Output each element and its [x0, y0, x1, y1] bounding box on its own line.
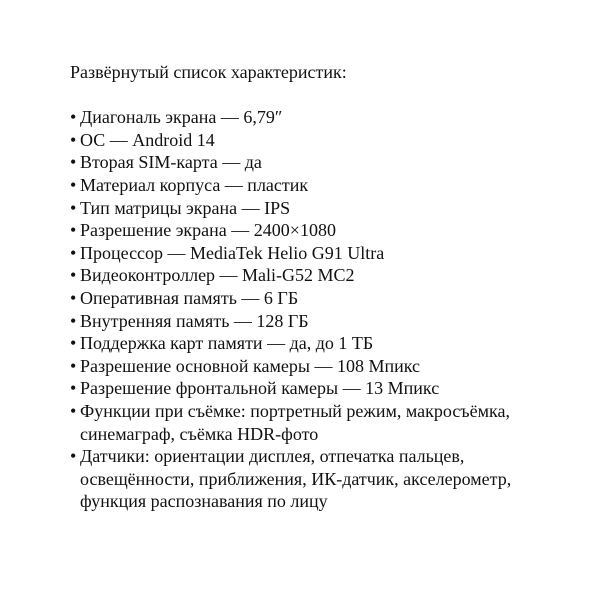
bullet-icon: • [70, 152, 77, 173]
spec-item-front-camera [70, 377, 570, 400]
spec-item-os [70, 129, 570, 152]
bullet-icon: • [70, 265, 77, 286]
spec-item-text: Разрешение экрана — 2400×1080 [80, 220, 336, 241]
spec-item-text: Видеоконтроллер — Mali-G52 MC2 [80, 265, 355, 286]
bullet-icon: • [70, 446, 77, 467]
bullet-icon: • [70, 129, 77, 150]
bullet-icon: • [70, 400, 77, 421]
spec-item-screen-diagonal [70, 106, 570, 129]
spec-item-camera-features [70, 400, 570, 445]
spec-item-matrix-type [70, 197, 570, 220]
bullet-icon: • [70, 197, 77, 218]
spec-item-text: Разрешение основной камеры — 108 Мпикс [80, 355, 421, 376]
spec-item-ram [70, 287, 570, 310]
spec-item-sensors [70, 445, 570, 513]
spec-item-text: Разрешение фронтальной камеры — 13 Мпикс [80, 378, 440, 399]
bullet-icon: • [70, 242, 77, 263]
spec-item-text: Датчики: ориентации дисплея, отпечатка пальцев, освещённости, приближения, ИК-датчик, акселерометр, функция распознавания по лицу [80, 446, 512, 512]
spec-item-text: Вторая SIM-карта — да [80, 152, 262, 173]
bullet-icon: • [70, 310, 77, 331]
bullet-icon: • [70, 287, 77, 308]
spec-item-text: Оперативная память — 6 ГБ [80, 287, 299, 308]
spec-heading: Развёрнутый список характеристик: [70, 62, 347, 82]
spec-item-screen-resolution [70, 219, 570, 242]
bullet-icon: • [70, 174, 77, 195]
bullet-icon: • [70, 107, 77, 128]
spec-item-gpu [70, 264, 570, 287]
spec-list [70, 106, 570, 513]
spec-item-text: Материал корпуса — пластик [80, 174, 309, 195]
spec-item-text: Процессор — MediaTek Helio G91 Ultra [80, 242, 385, 263]
spec-item-body-material [70, 174, 570, 197]
spec-item-text: ОС — Android 14 [80, 129, 215, 150]
bullet-icon: • [70, 333, 77, 354]
spec-item-main-camera [70, 355, 570, 378]
spec-item-text: Внутренняя память — 128 ГБ [80, 310, 309, 331]
spec-item-storage [70, 310, 570, 333]
bullet-icon: • [70, 220, 77, 241]
spec-document [70, 61, 570, 513]
spec-item-text: Функции при съёмке: портретный режим, макросъёмка, синемаграф, съёмка HDR-фото [80, 400, 510, 444]
spec-item-processor [70, 242, 570, 265]
spec-item-text: Поддержка карт памяти — да, до 1 ТБ [80, 333, 374, 354]
spec-item-text: Диагональ экрана — 6,79″ [80, 107, 283, 128]
spec-item-second-sim [70, 151, 570, 174]
bullet-icon: • [70, 355, 77, 376]
spec-item-text: Тип матрицы экрана — IPS [80, 197, 291, 218]
spec-item-memory-card [70, 332, 570, 355]
bullet-icon: • [70, 378, 77, 399]
